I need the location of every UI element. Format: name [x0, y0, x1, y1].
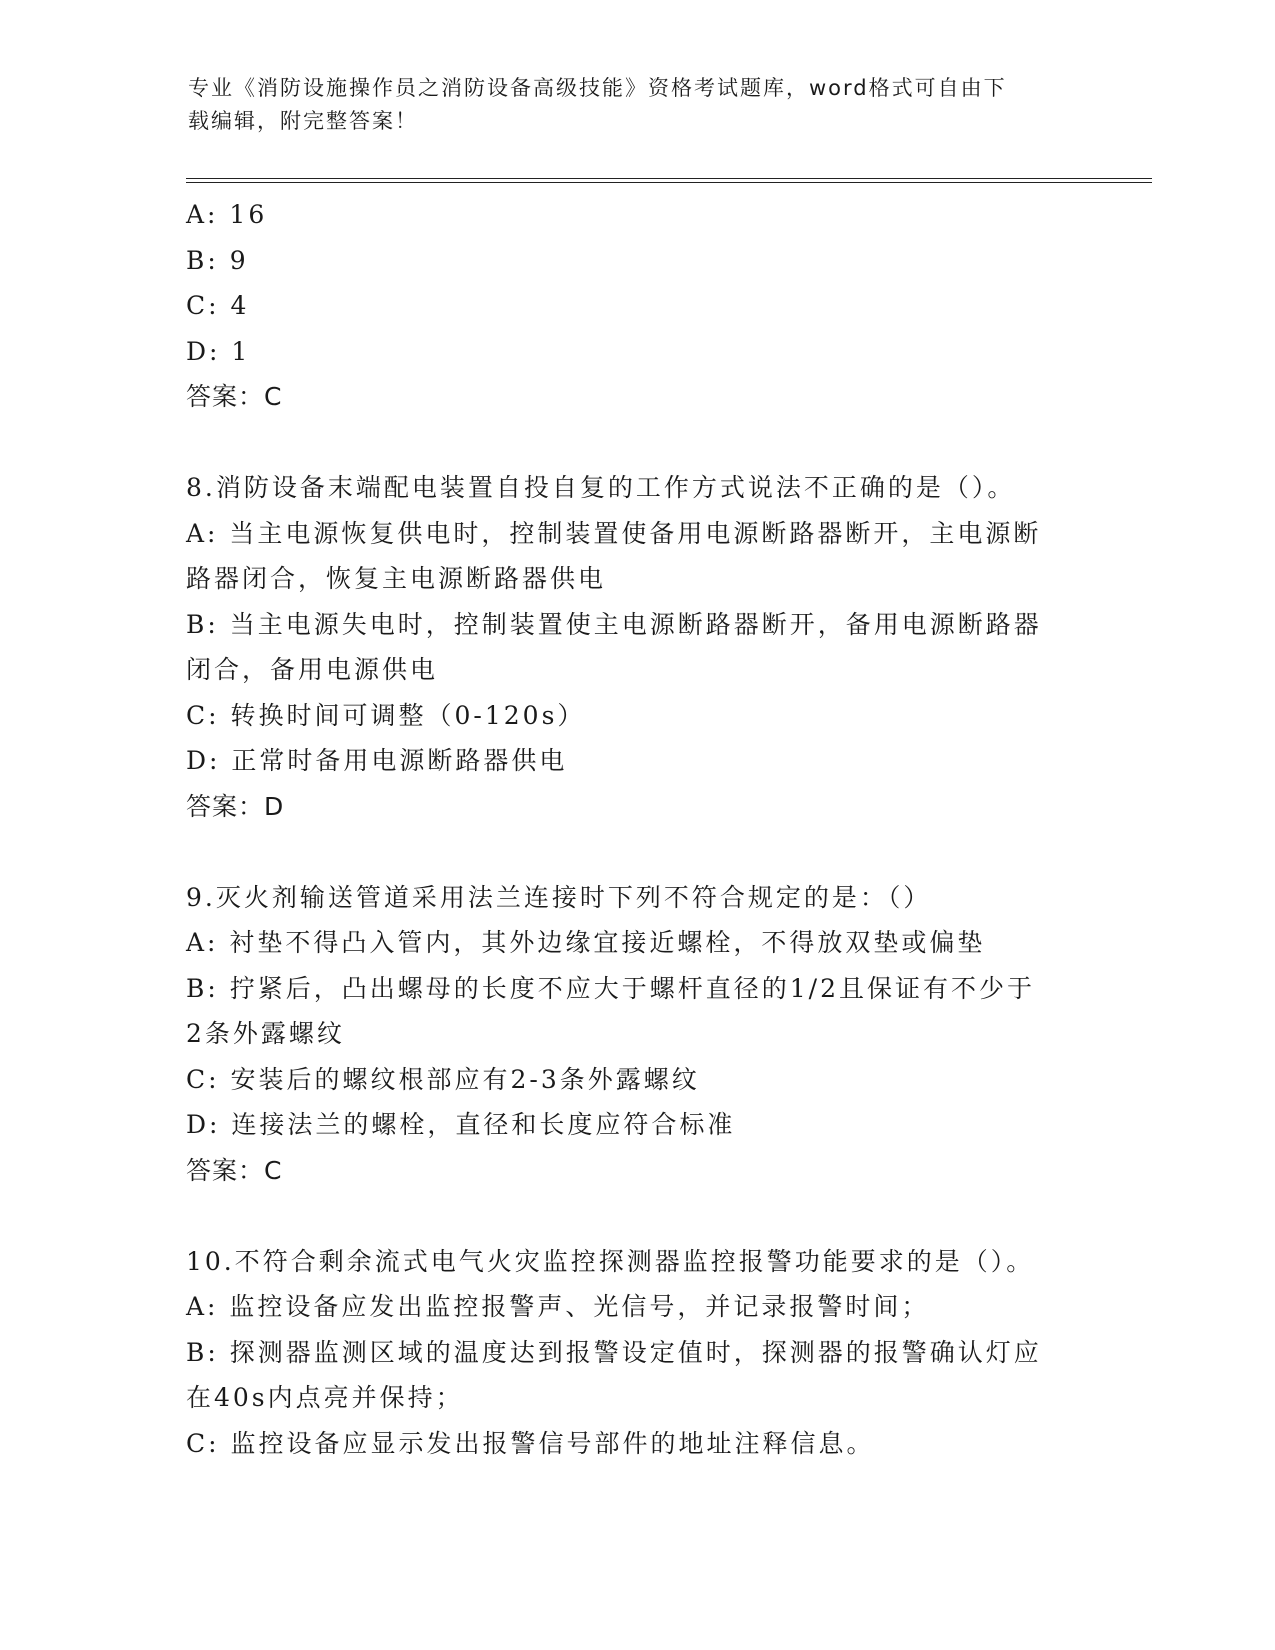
- option-line: B: 9: [186, 245, 249, 275]
- option-line: A: 当主电源恢复供电时，控制装置使备用电源断路器断开，主电源断: [186, 518, 1042, 548]
- question-text: 10.不符合剩余流式电气火灾监控探测器监控报警功能要求的是（）。: [186, 1246, 1035, 1276]
- document-body: [186, 192, 1086, 1466]
- question-8-block: [186, 465, 1086, 829]
- option-line: C: 4: [186, 291, 250, 320]
- spacer: [186, 829, 1086, 875]
- option-line: C: 监控设备应显示发出报警信号部件的地址注释信息。: [186, 1428, 875, 1458]
- answer-line: 答案：C: [186, 1155, 283, 1185]
- option-line: B: 当主电源失电时，控制装置使主电源断路器断开，备用电源断路器: [186, 609, 1042, 639]
- option-line: 在40s内点亮并保持；: [186, 1383, 464, 1412]
- question-7-block: [186, 192, 1086, 420]
- option-line: D: 正常时备用电源断路器供电: [186, 746, 568, 775]
- spacer: [186, 420, 1086, 466]
- option-line: C: 安装后的螺纹根部应有2-3条外露螺纹: [186, 1064, 700, 1094]
- question-text: 8.消防设备末端配电装置自投自复的工作方式说法不正确的是（）。: [186, 473, 1016, 502]
- option-line: B: 探测器监测区域的温度达到报警设定值时，探测器的报警确认灯应: [186, 1337, 1042, 1367]
- option-line: C: 转换时间可调整（0-120s）: [186, 700, 586, 730]
- answer-line: 答案：D: [186, 791, 285, 821]
- header-line-1: 专业《消防设施操作员之消防设备高级技能》资格考试题库，word格式可自由下: [188, 76, 1007, 100]
- option-line: 2条外露螺纹: [186, 1019, 345, 1048]
- header-divider: [186, 178, 1152, 183]
- question-10-block: [186, 1239, 1086, 1467]
- option-line: 路器闭合，恢复主电源断路器供电: [186, 564, 607, 593]
- page-header: [188, 72, 1068, 138]
- option-line: A: 16: [186, 200, 268, 229]
- option-line: D: 连接法兰的螺栓，直径和长度应符合标准: [186, 1110, 736, 1139]
- option-line: D: 1: [186, 336, 251, 366]
- option-line: A: 衬垫不得凸入管内，其外边缘宜接近螺栓，不得放双垫或偏垫: [186, 928, 986, 957]
- option-line: 闭合，备用电源供电: [186, 655, 439, 684]
- option-line: B: 拧紧后，凸出螺母的长度不应大于螺杆直径的1/2且保证有不少于: [186, 973, 1035, 1003]
- header-line-2: 载编辑，附完整答案！: [188, 109, 418, 133]
- question-text: 9.灭火剂输送管道采用法兰连接时下列不符合规定的是：（）: [186, 882, 932, 912]
- question-9-block: [186, 875, 1086, 1194]
- option-line: A: 监控设备应发出监控报警声、光信号，并记录报警时间；: [186, 1292, 930, 1321]
- spacer: [186, 1193, 1086, 1239]
- answer-line: 答案：C: [186, 382, 283, 411]
